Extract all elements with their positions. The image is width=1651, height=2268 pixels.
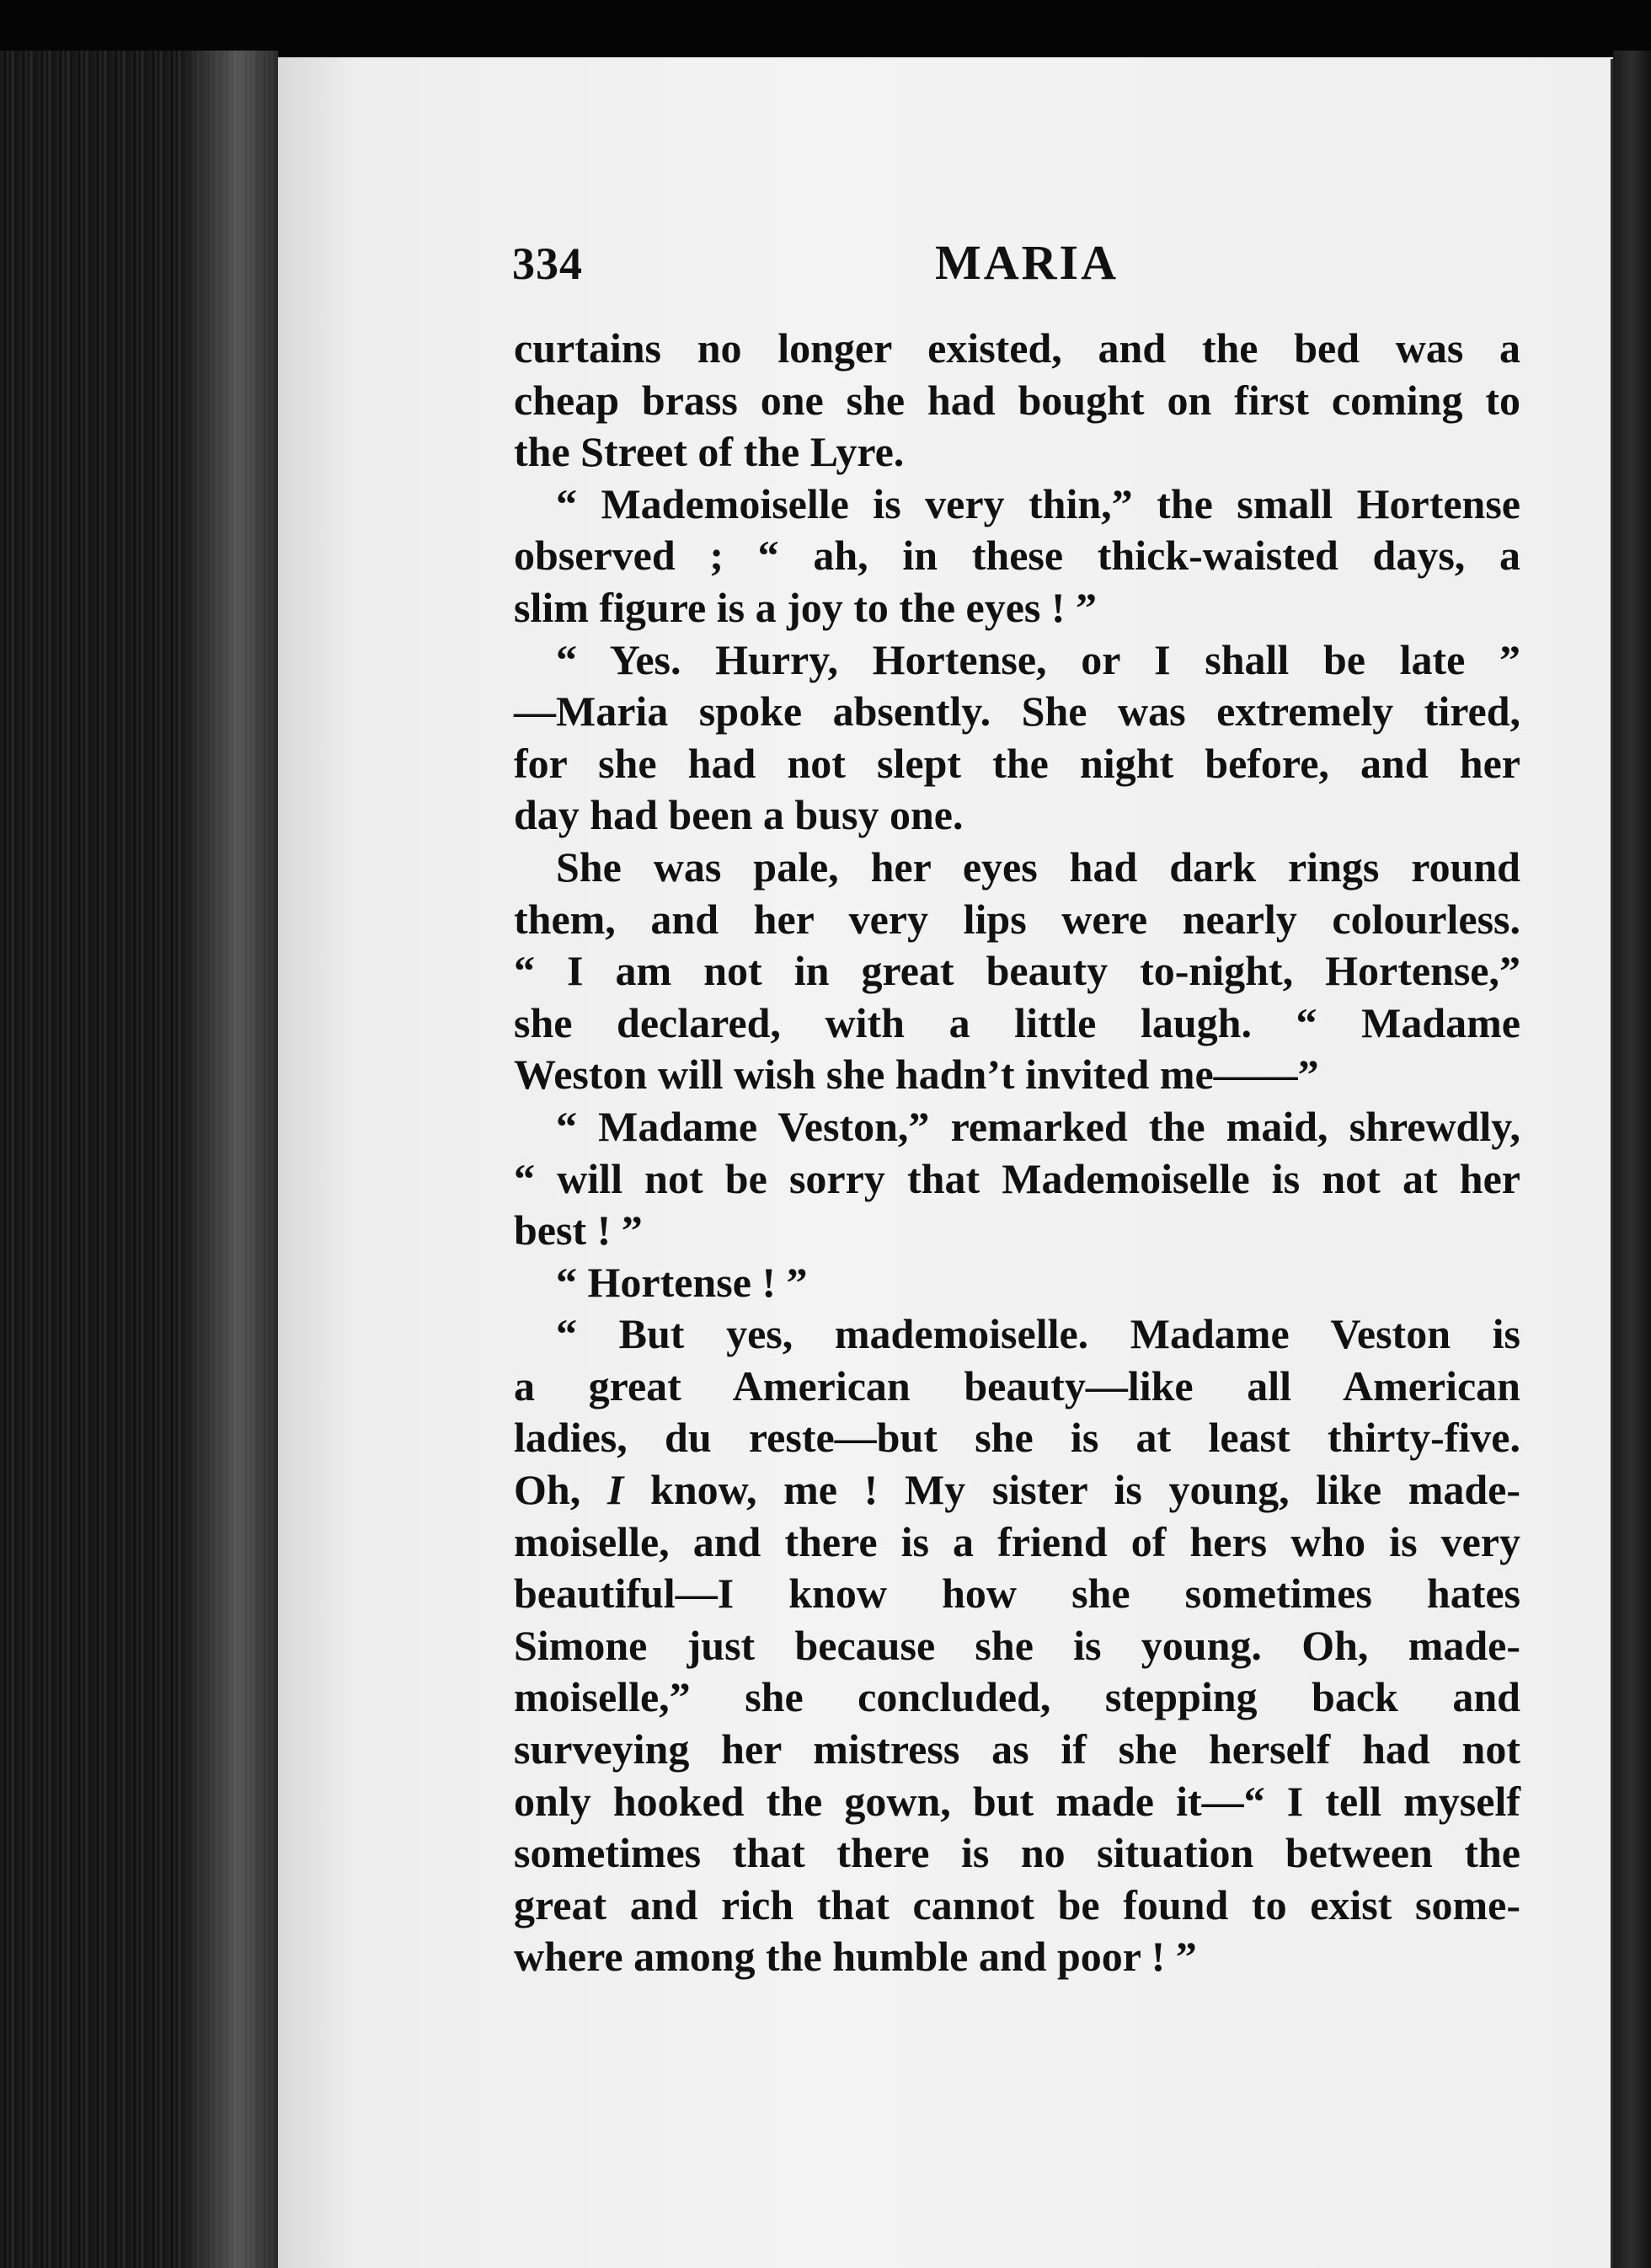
- text-line: “ Madame Veston,” remarked the maid, shrewdly,: [556, 1102, 1520, 1150]
- text-line: Oh, I know, me ! My sister is young, like made-: [514, 1466, 1521, 1514]
- text-line: a great American beauty—like all American: [514, 1361, 1520, 1409]
- text-line: —Maria spoke absently. She was extremely tired,: [514, 687, 1520, 735]
- text-line: the Street of the Lyre.: [514, 428, 905, 476]
- gutter-shading: [181, 51, 278, 2268]
- text-line: for she had not slept the night before, and her: [514, 739, 1520, 787]
- body-text: [514, 323, 1520, 1983]
- text-line: “ Yes. Hurry, Hortense, or I shall be late ”: [556, 635, 1520, 683]
- text-line: Simone just because she is young. Oh, made-: [514, 1621, 1520, 1669]
- text-line: “ I am not in great beauty to-night, Hortense,”: [514, 947, 1520, 995]
- text-line: “ Hortense ! ”: [556, 1258, 808, 1306]
- text-line: Weston will wish she hadn’t invited me——”: [514, 1051, 1319, 1099]
- text-line: surveying her mistress as if she herself had not: [514, 1725, 1520, 1773]
- text-line: observed ; “ ah, in these thick-waisted days, a: [514, 532, 1520, 580]
- text-line: “ will not be sorry that Mademoiselle is not at her: [514, 1154, 1520, 1202]
- text-line: great and rich that cannot be found to exist some-: [514, 1880, 1520, 1928]
- emphasis-word: I: [606, 1466, 624, 1514]
- text-line: best ! ”: [514, 1206, 643, 1254]
- text-line: “ But yes, mademoiselle. Madame Veston is: [556, 1310, 1520, 1358]
- text-line: she declared, with a little laugh. “ Madame: [514, 998, 1520, 1046]
- text-line: ladies, du reste—but she is at least thirty-five.: [514, 1414, 1520, 1462]
- text-line: moiselle, and there is a friend of hers who is very: [514, 1517, 1520, 1565]
- text-line: where among the humble and poor ! ”: [514, 1933, 1197, 1981]
- scan-right-border: [1613, 51, 1651, 2268]
- running-head-title: MARIA: [935, 235, 1119, 290]
- text-line: She was pale, her eyes had dark rings round: [556, 842, 1520, 891]
- text-line: them, and her very lips were nearly colourless.: [514, 895, 1520, 943]
- text-line: “ Mademoiselle is very thin,” the small Hortense: [556, 479, 1520, 527]
- text-line: cheap brass one she had bought on first coming to: [514, 376, 1520, 424]
- text-line: only hooked the gown, but made it—“ I tell myself: [514, 1777, 1520, 1825]
- text-line: curtains no longer existed, and the bed was a: [514, 324, 1520, 372]
- text-line: beautiful—I know how she sometimes hates: [514, 1570, 1520, 1618]
- text-line: slim figure is a joy to the eyes ! ”: [514, 583, 1098, 631]
- text-line: sometimes that there is no situation between the: [514, 1829, 1520, 1877]
- text-line: day had been a busy one.: [514, 791, 964, 839]
- page-number: 334: [512, 238, 583, 289]
- text-line: moiselle,” she concluded, stepping back and: [514, 1673, 1520, 1721]
